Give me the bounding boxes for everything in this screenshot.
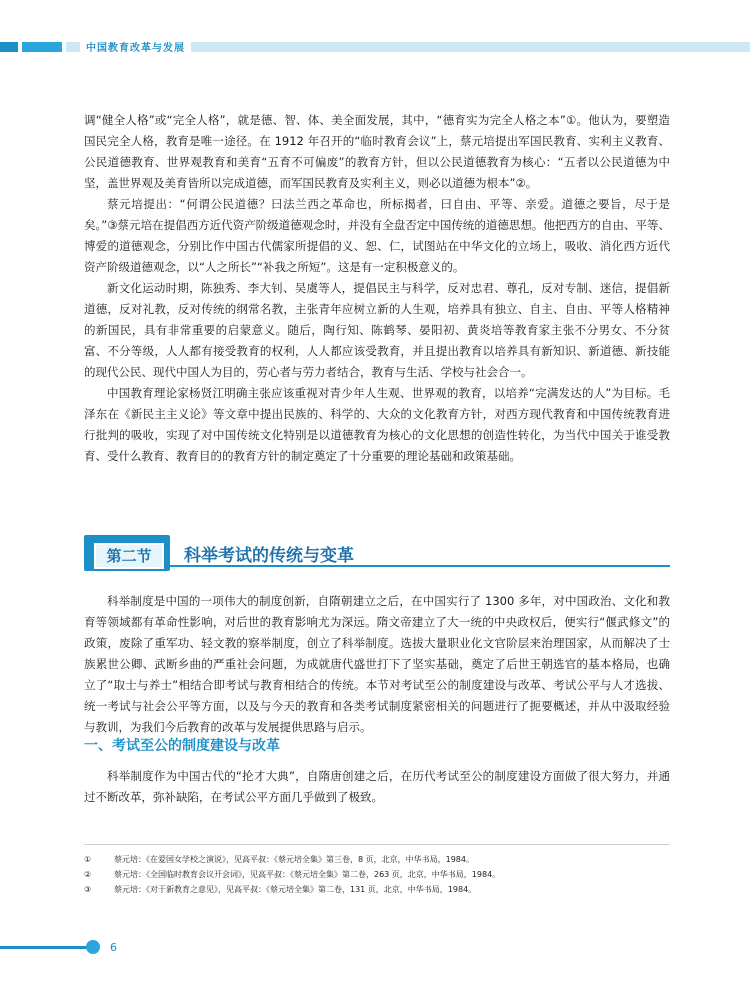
- header-accent-block: [0, 42, 18, 52]
- running-header-title: 中国教育改革与发展: [80, 39, 191, 54]
- footnote-divider: [84, 844, 670, 845]
- paragraph: 中国教育理论家杨贤江明确主张应该重视对青少年人生观、世界观的教育，以培养“完满发达的人”为目标。毛泽东在《新民主主义论》等文章中提出民族的、科学的、大众的文化教育方针，对西方现代教育和中国传统教育进行批判的吸收，实现了对中国传统文化特别是以道德教育为核心的文化思想的创造性转化，为当代中国关于谁受教育、受什么教育、教育目的的教育方针的制定奠定了十分重要的理论基础和政策基础。: [84, 386, 670, 463]
- section-heading: [84, 533, 670, 573]
- body-text-top: [84, 110, 670, 467]
- footnotes: [84, 852, 670, 897]
- page-number: 6: [110, 941, 117, 954]
- footnote-text: 蔡元培：《全国临时教育会议开会词》，见高平叔：《蔡元培全集》第二卷，263 页，北京，中华书局，1984。: [114, 870, 501, 879]
- footnote-number: ②: [84, 870, 92, 879]
- footnote-number: ③: [84, 885, 92, 894]
- paragraph: 调“健全人格”或“完全人格”，就是德、智、体、美全面发展，其中，“德育实为完全人格之本”①。他认为，要塑造国民完全人格，教育是唯一途径。在 1912 年召开的“临时教育会议”上，蔡元培提出军国民教育、实利主义教育、公民道德教育、世界观教育和美育“五育不可偏废”的教育方针，但以公民道德教育为核心：“五者以公民道德为中坚，盖世界观及美育皆所以完成道德，而军国民教育及实利主义，则必以道德为根本”②。: [84, 113, 670, 190]
- footnote-text: 蔡元培：《在爱国女学校之演说》，见高平叔：《蔡元培全集》第三卷，8 页，北京，中华书局，1984。: [114, 855, 474, 864]
- section-number-box: [84, 535, 170, 571]
- subsection-heading: 一、考试至公的制度建设与改革: [84, 738, 280, 754]
- section-title: 科举考试的传统与变革: [184, 546, 354, 566]
- section-number: 第二节: [94, 543, 164, 569]
- footnote-number: ①: [84, 855, 92, 864]
- footer-dot-icon: [86, 940, 100, 954]
- paragraph: 科举制度是中国的一项伟大的制度创新，自隋朝建立之后，在中国实行了 1300 多年，对中国政治、文化和教育等领域都有革命性影响，对后世的教育影响尤为深远。隋文帝建立了大一统的中央政权后，便实行“偃武修文”的政策，废除了重军功、轻文教的察举制度，创立了科举制度。选拔大量职业化文官阶层来治理国家，从而解决了士族累世公卿、武断乡曲的严重社会问题，为成就唐代盛世打下了坚实基础，奠定了后世王朝选官的基本格局，也确立了“取士与养士”相结合即考试与教育相结合的传统。本节对考试至公的制度建设与改革、考试公平与人才选拔、统一考试与社会公平等方面，以及与今天的教育和各类考试制度紧密相关的问题进行了扼要概述，并从中汲取经验与教训，为我们今后教育的改革与发展提供思路与启示。: [84, 594, 670, 734]
- footnote-text: 蔡元培：《对于新教育之意见》，见高平叔：《蔡元培全集》第二卷，131 页，北京，中华书局，1984。: [114, 885, 477, 894]
- body-text-low: [84, 766, 670, 808]
- footnote: [84, 852, 670, 867]
- footer-rule: [0, 946, 96, 949]
- footnote: [84, 867, 670, 882]
- paragraph: 新文化运动时期，陈独秀、李大钊、吴虞等人，提倡民主与科学，反对忠君、尊孔，反对专制、迷信，提倡新道德，反对礼教，反对传统的纲常名教，主张青年应树立新的人生观，培养具有独立、自主、自由、平等人格精神的新国民，具有非常重要的启蒙意义。随后，陶行知、陈鹤琴、晏阳初、黄炎培等教育家主张不分男女、不分贫富、不分等级，人人都有接受教育的权利，人人都应该受教育，并且提出教育以培养具有新知识、新道德、新技能的现代公民、现代中国人为目的，劳心者与劳力者结合，教育与生活、学校与社会合一。: [84, 281, 670, 379]
- body-text-mid: [84, 591, 670, 738]
- paragraph: 科举制度作为中国古代的“抡才大典”，自隋唐创建之后，在历代考试至公的制度建设方面做了很大努力，并通过不断改革，弥补缺陷，在考试公平方面几乎做到了极致。: [84, 769, 670, 804]
- header-accent-block-2: [22, 42, 62, 52]
- footnote: [84, 882, 670, 897]
- paragraph: 蔡元培提出：“何谓公民道德？曰法兰西之革命也，所标揭者，曰自由、平等、亲爱。道德之要旨，尽于是矣。”③蔡元培在提倡西方近代资产阶级道德观念时，并没有全盘否定中国传统的道德思想。他把西方的自由、平等、博爱的道德观念，分别比作中国古代儒家所提倡的义、恕、仁，试图站在中华文化的立场上，吸收、消化西方近代资产阶级道德观念，以“人之所长”“补我之所短”。这是有一定积极意义的。: [84, 197, 670, 274]
